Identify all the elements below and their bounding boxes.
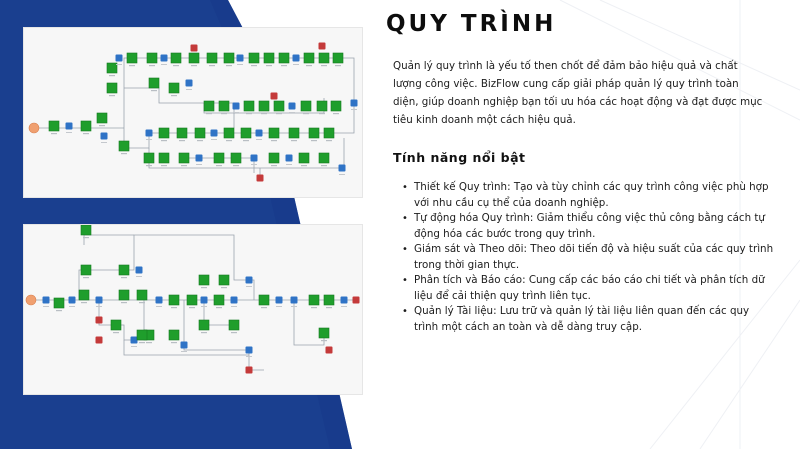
task-icon xyxy=(119,290,129,300)
task-icon xyxy=(259,295,269,305)
task-icon xyxy=(214,295,224,305)
task-icon xyxy=(81,265,91,275)
gateway-label-line xyxy=(146,139,152,140)
task-label-line xyxy=(171,342,177,343)
task-icon xyxy=(97,113,107,123)
task-label-line xyxy=(206,113,212,114)
bullet-icon: • xyxy=(402,244,408,255)
connector-line xyxy=(149,138,344,168)
task-icon xyxy=(219,275,229,285)
task-label-line xyxy=(109,75,115,76)
task-icon xyxy=(107,63,117,73)
task-label-line xyxy=(226,65,232,66)
gateway-icon xyxy=(237,55,244,62)
page-title: QUY TRÌNH xyxy=(386,11,557,37)
task-icon xyxy=(49,121,59,131)
task-label-line xyxy=(151,90,157,91)
gateway-label-line xyxy=(131,346,137,347)
task-label-line xyxy=(281,65,287,66)
task-label-line xyxy=(146,165,152,166)
task-label-line xyxy=(121,153,127,154)
task-icon xyxy=(319,328,329,338)
gateway-label-line xyxy=(231,306,237,307)
gateway-label-line xyxy=(43,306,49,307)
task-icon xyxy=(319,53,329,63)
end-event-icon xyxy=(353,297,360,304)
task-label-line xyxy=(216,165,222,166)
gateway-icon xyxy=(196,155,203,162)
start-event-icon xyxy=(26,295,36,305)
gateway-label-line xyxy=(196,164,202,165)
connector-line xyxy=(84,235,134,245)
task-label-line xyxy=(216,307,222,308)
task-label-line xyxy=(326,140,332,141)
task-icon xyxy=(171,53,181,63)
task-icon xyxy=(119,141,129,151)
end-event-icon xyxy=(246,367,253,374)
task-icon xyxy=(111,320,121,330)
connector-line xyxy=(79,235,254,300)
bullet-icon: • xyxy=(402,275,408,286)
gateway-icon xyxy=(101,133,108,140)
gateway-label-line xyxy=(201,306,207,307)
task-label-line xyxy=(306,65,312,66)
gateway-icon xyxy=(246,277,253,284)
task-icon xyxy=(149,78,159,88)
task-icon xyxy=(241,128,251,138)
bullet-icon: • xyxy=(402,182,408,193)
feature-text: Quản lý Tài liệu: Lưu trữ và quản lý tài liệu liên quan đến các quy trình một cách an toàn và dễ dàng truy cập. xyxy=(414,305,750,333)
task-icon xyxy=(159,128,169,138)
end-event-icon xyxy=(257,175,264,182)
gateway-label-line xyxy=(286,164,292,165)
task-icon xyxy=(169,83,179,93)
task-icon xyxy=(127,53,137,63)
task-label-line xyxy=(221,287,227,288)
task-label-line xyxy=(301,165,307,166)
connector-line xyxy=(124,88,234,128)
gateway-icon xyxy=(256,130,263,137)
task-label-line xyxy=(226,140,232,141)
task-label-line xyxy=(201,287,207,288)
gateway-icon xyxy=(131,337,138,344)
end-event-icon xyxy=(326,347,333,354)
gateway-label-line xyxy=(96,306,102,307)
gateway-label-line xyxy=(116,64,122,65)
gateway-label-line xyxy=(246,286,252,287)
task-icon xyxy=(199,320,209,330)
end-event-icon xyxy=(96,337,103,344)
process-diagram-top xyxy=(23,27,363,198)
task-label-line xyxy=(121,277,127,278)
gateway-icon xyxy=(186,80,193,87)
end-event-icon xyxy=(96,317,103,324)
task-icon xyxy=(274,101,284,111)
task-icon xyxy=(81,121,91,131)
task-label-line xyxy=(129,65,135,66)
feature-text: Phân tích và Báo cáo: Cung cấp các báo cáo chi tiết và phân tích dữ liệu để cải thiện quy trình liên tục. xyxy=(414,274,765,302)
task-icon xyxy=(147,53,157,63)
task-icon xyxy=(304,53,314,63)
end-event-icon xyxy=(271,93,278,100)
task-label-line xyxy=(321,340,327,341)
task-label-line xyxy=(271,140,277,141)
gateway-label-line xyxy=(251,164,257,165)
task-label-line xyxy=(83,277,89,278)
gateway-label-line xyxy=(181,351,187,352)
feature-text: Giám sát và Theo dõi: Theo dõi tiến độ và hiệu suất của các quy trình trong thời gian thực. xyxy=(414,243,774,271)
feature-list xyxy=(402,180,774,335)
task-label-line xyxy=(171,95,177,96)
task-icon xyxy=(229,320,239,330)
task-label-line xyxy=(179,140,185,141)
task-icon xyxy=(279,53,289,63)
gateway-icon xyxy=(181,342,188,349)
task-label-line xyxy=(221,113,227,114)
task-icon xyxy=(289,128,299,138)
task-icon xyxy=(137,290,147,300)
task-label-line xyxy=(81,302,87,303)
task-label-line xyxy=(243,140,249,141)
features-heading: Tính năng nổi bật xyxy=(393,150,526,165)
task-icon xyxy=(107,83,117,93)
gateway-icon xyxy=(136,267,143,274)
task-label-line xyxy=(335,65,341,66)
task-label-line xyxy=(261,113,267,114)
task-icon xyxy=(214,153,224,163)
task-icon xyxy=(309,128,319,138)
feature-item xyxy=(402,242,774,273)
gateway-label-line xyxy=(233,112,239,113)
gateway-label-line xyxy=(186,89,192,90)
task-icon xyxy=(319,153,329,163)
task-icon xyxy=(144,153,154,163)
gateway-label-line xyxy=(136,276,142,277)
gateway-icon xyxy=(116,55,123,62)
task-label-line xyxy=(266,65,272,66)
gateway-icon xyxy=(231,297,238,304)
task-label-line xyxy=(321,165,327,166)
task-label-line xyxy=(251,65,257,66)
gateway-icon xyxy=(286,155,293,162)
task-icon xyxy=(79,290,89,300)
task-icon xyxy=(269,128,279,138)
task-icon xyxy=(309,295,319,305)
task-label-line xyxy=(197,140,203,141)
gateway-label-line xyxy=(156,306,162,307)
gateway-icon xyxy=(293,55,300,62)
gateway-icon xyxy=(156,297,163,304)
gateway-label-line xyxy=(237,64,243,65)
task-label-line xyxy=(291,140,297,141)
task-label-line xyxy=(83,237,89,238)
task-icon xyxy=(81,225,91,235)
task-icon xyxy=(219,101,229,111)
gateway-icon xyxy=(146,130,153,137)
gateway-label-line xyxy=(246,356,252,357)
task-label-line xyxy=(201,332,207,333)
gateway-icon xyxy=(251,155,258,162)
task-label-line xyxy=(333,113,339,114)
task-label-line xyxy=(191,65,197,66)
task-icon xyxy=(169,330,179,340)
task-label-line xyxy=(109,95,115,96)
bullet-icon: • xyxy=(402,306,408,317)
gateway-label-line xyxy=(69,306,75,307)
gateway-icon xyxy=(96,297,103,304)
feature-item xyxy=(402,304,774,335)
task-label-line xyxy=(261,307,267,308)
gateway-label-line xyxy=(66,132,72,133)
task-label-line xyxy=(189,307,195,308)
task-icon xyxy=(187,295,197,305)
task-label-line xyxy=(326,307,332,308)
task-icon xyxy=(169,295,179,305)
gateway-label-line xyxy=(211,139,217,140)
task-label-line xyxy=(311,307,317,308)
feature-text: Thiết kế Quy trình: Tạo và tùy chỉnh các quy trình công việc phù hợp với nhu cầu cụ thể của doanh nghiệp. xyxy=(414,181,769,209)
gateway-icon xyxy=(339,165,346,172)
gateway-label-line xyxy=(101,142,107,143)
task-label-line xyxy=(121,302,127,303)
task-icon xyxy=(333,53,343,63)
task-label-line xyxy=(231,332,237,333)
bullet-icon: • xyxy=(402,213,408,224)
bpmn-diagram-bottom xyxy=(24,225,363,395)
task-label-line xyxy=(161,140,167,141)
gateway-icon xyxy=(69,297,76,304)
task-label-line xyxy=(99,125,105,126)
task-label-line xyxy=(139,342,145,343)
gateway-icon xyxy=(246,347,253,354)
task-icon xyxy=(299,153,309,163)
task-label-line xyxy=(51,133,57,134)
gateway-label-line xyxy=(291,306,297,307)
task-icon xyxy=(189,53,199,63)
gateway-label-line xyxy=(289,112,295,113)
gateway-icon xyxy=(233,103,240,110)
task-label-line xyxy=(311,140,317,141)
gateway-icon xyxy=(341,297,348,304)
task-icon xyxy=(179,153,189,163)
task-icon xyxy=(204,101,214,111)
connector-line xyxy=(124,58,354,128)
task-icon xyxy=(137,330,147,340)
task-label-line xyxy=(173,65,179,66)
task-icon xyxy=(207,53,217,63)
gateway-icon xyxy=(43,297,50,304)
gateway-icon xyxy=(211,130,218,137)
task-label-line xyxy=(233,165,239,166)
gateway-label-line xyxy=(293,64,299,65)
task-icon xyxy=(249,53,259,63)
gateway-label-line xyxy=(276,306,282,307)
task-label-line xyxy=(276,113,282,114)
feature-item xyxy=(402,211,774,242)
task-icon xyxy=(224,128,234,138)
feature-item xyxy=(402,180,774,211)
task-icon xyxy=(269,153,279,163)
task-label-line xyxy=(56,310,62,311)
task-icon xyxy=(324,295,334,305)
task-label-line xyxy=(146,342,152,343)
gateway-icon xyxy=(66,123,73,130)
task-label-line xyxy=(321,65,327,66)
connector-line xyxy=(184,300,264,370)
gateway-icon xyxy=(351,100,358,107)
task-label-line xyxy=(161,165,167,166)
intro-paragraph: Quản lý quy trình là yếu tố then chốt để đảm bảo hiệu quả và chất lượng công việc. BizFlow cung cấp giải pháp quản lý quy trình toàn diện, giúp doanh nghiệp bạn tối ưu hóa các hoạt động và đạt được mục tiêu kinh doanh một cách hiệu quả. xyxy=(393,60,763,126)
gateway-icon xyxy=(289,103,296,110)
task-icon xyxy=(264,53,274,63)
gateway-icon xyxy=(291,297,298,304)
task-icon xyxy=(301,101,311,111)
bpmn-diagram-top xyxy=(24,28,363,198)
gateway-label-line xyxy=(341,306,347,307)
end-event-icon xyxy=(319,43,326,50)
task-icon xyxy=(244,101,254,111)
start-event-icon xyxy=(29,123,39,133)
feature-text: Tự động hóa Quy trình: Giảm thiểu công việc thủ công bằng cách tự động hóa các bước trong quy trình. xyxy=(414,212,765,240)
task-icon xyxy=(231,153,241,163)
task-label-line xyxy=(113,332,119,333)
task-label-line xyxy=(171,307,177,308)
gateway-label-line xyxy=(161,64,167,65)
task-label-line xyxy=(271,165,277,166)
task-label-line xyxy=(83,133,89,134)
task-icon xyxy=(195,128,205,138)
task-icon xyxy=(324,128,334,138)
task-icon xyxy=(331,101,341,111)
process-diagram-bottom xyxy=(23,224,363,395)
task-icon xyxy=(317,101,327,111)
task-icon xyxy=(159,153,169,163)
task-label-line xyxy=(246,113,252,114)
gateway-icon xyxy=(276,297,283,304)
gateway-icon xyxy=(201,297,208,304)
task-icon xyxy=(259,101,269,111)
task-icon xyxy=(224,53,234,63)
gateway-label-line xyxy=(256,139,262,140)
task-icon xyxy=(177,128,187,138)
task-label-line xyxy=(319,113,325,114)
task-label-line xyxy=(209,65,215,66)
task-label-line xyxy=(181,165,187,166)
gateway-label-line xyxy=(351,109,357,110)
task-icon xyxy=(119,265,129,275)
task-icon xyxy=(54,298,64,308)
task-label-line xyxy=(149,65,155,66)
gateway-icon xyxy=(161,55,168,62)
feature-item xyxy=(402,273,774,304)
task-label-line xyxy=(139,302,145,303)
gateway-label-line xyxy=(339,174,345,175)
task-icon xyxy=(199,275,209,285)
task-label-line xyxy=(303,113,309,114)
end-event-icon xyxy=(191,45,198,52)
